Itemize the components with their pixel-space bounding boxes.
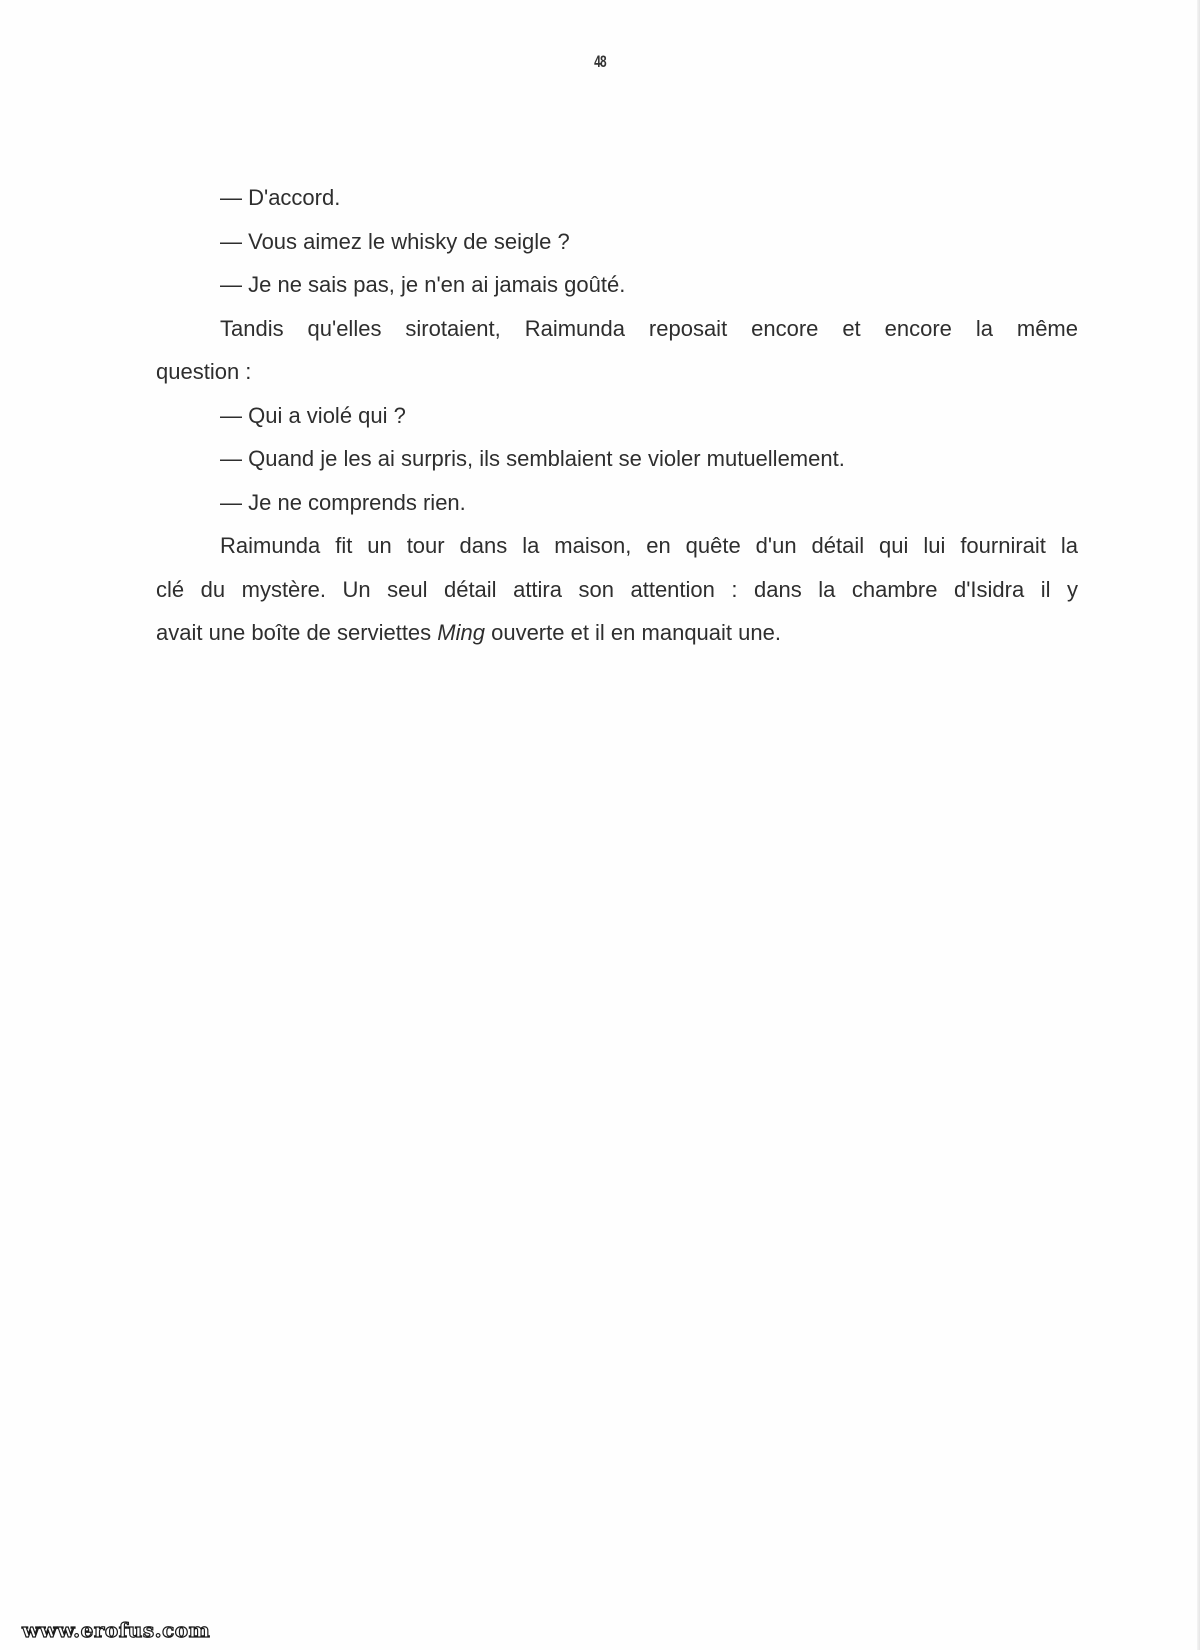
watermark-text: www.erofus.com (22, 1618, 211, 1642)
paragraph-line: Raimunda fit un tour dans la maison, en quête d'un détail qui lui fournirait la (220, 533, 1078, 558)
paragraph-line: clé du mystère. Un seul détail attira son attention : dans la chambre d'Isidra il y (156, 576, 1078, 602)
dialogue-line: — Quand je les ai surpris, ils semblaient se violer mutuellement. (220, 446, 845, 471)
paragraph-line (156, 611, 1078, 655)
dialogue-line: — Vous aimez le whisky de seigle ? (220, 228, 570, 254)
dialogue-line: — Qui a violé qui ? (220, 402, 406, 428)
italic-product-name: Ming (437, 620, 485, 645)
text-segment: ouverte et il en manquait une. (484, 620, 781, 645)
dialogue-line: — Je ne sais pas, je n'en ai jamais goûté. (220, 272, 626, 297)
body-text (156, 176, 1078, 655)
page-number: 48 (594, 52, 606, 71)
paragraph-line: Tandis qu'elles sirotaient, Raimunda reposait encore et encore la même (220, 315, 1078, 341)
dialogue-line: — D'accord. (220, 185, 341, 210)
dialogue-line: — Je ne comprends rien. (220, 489, 466, 515)
paragraph-line: question : (156, 359, 252, 384)
text-segment: avait une boîte de serviettes (156, 620, 438, 645)
